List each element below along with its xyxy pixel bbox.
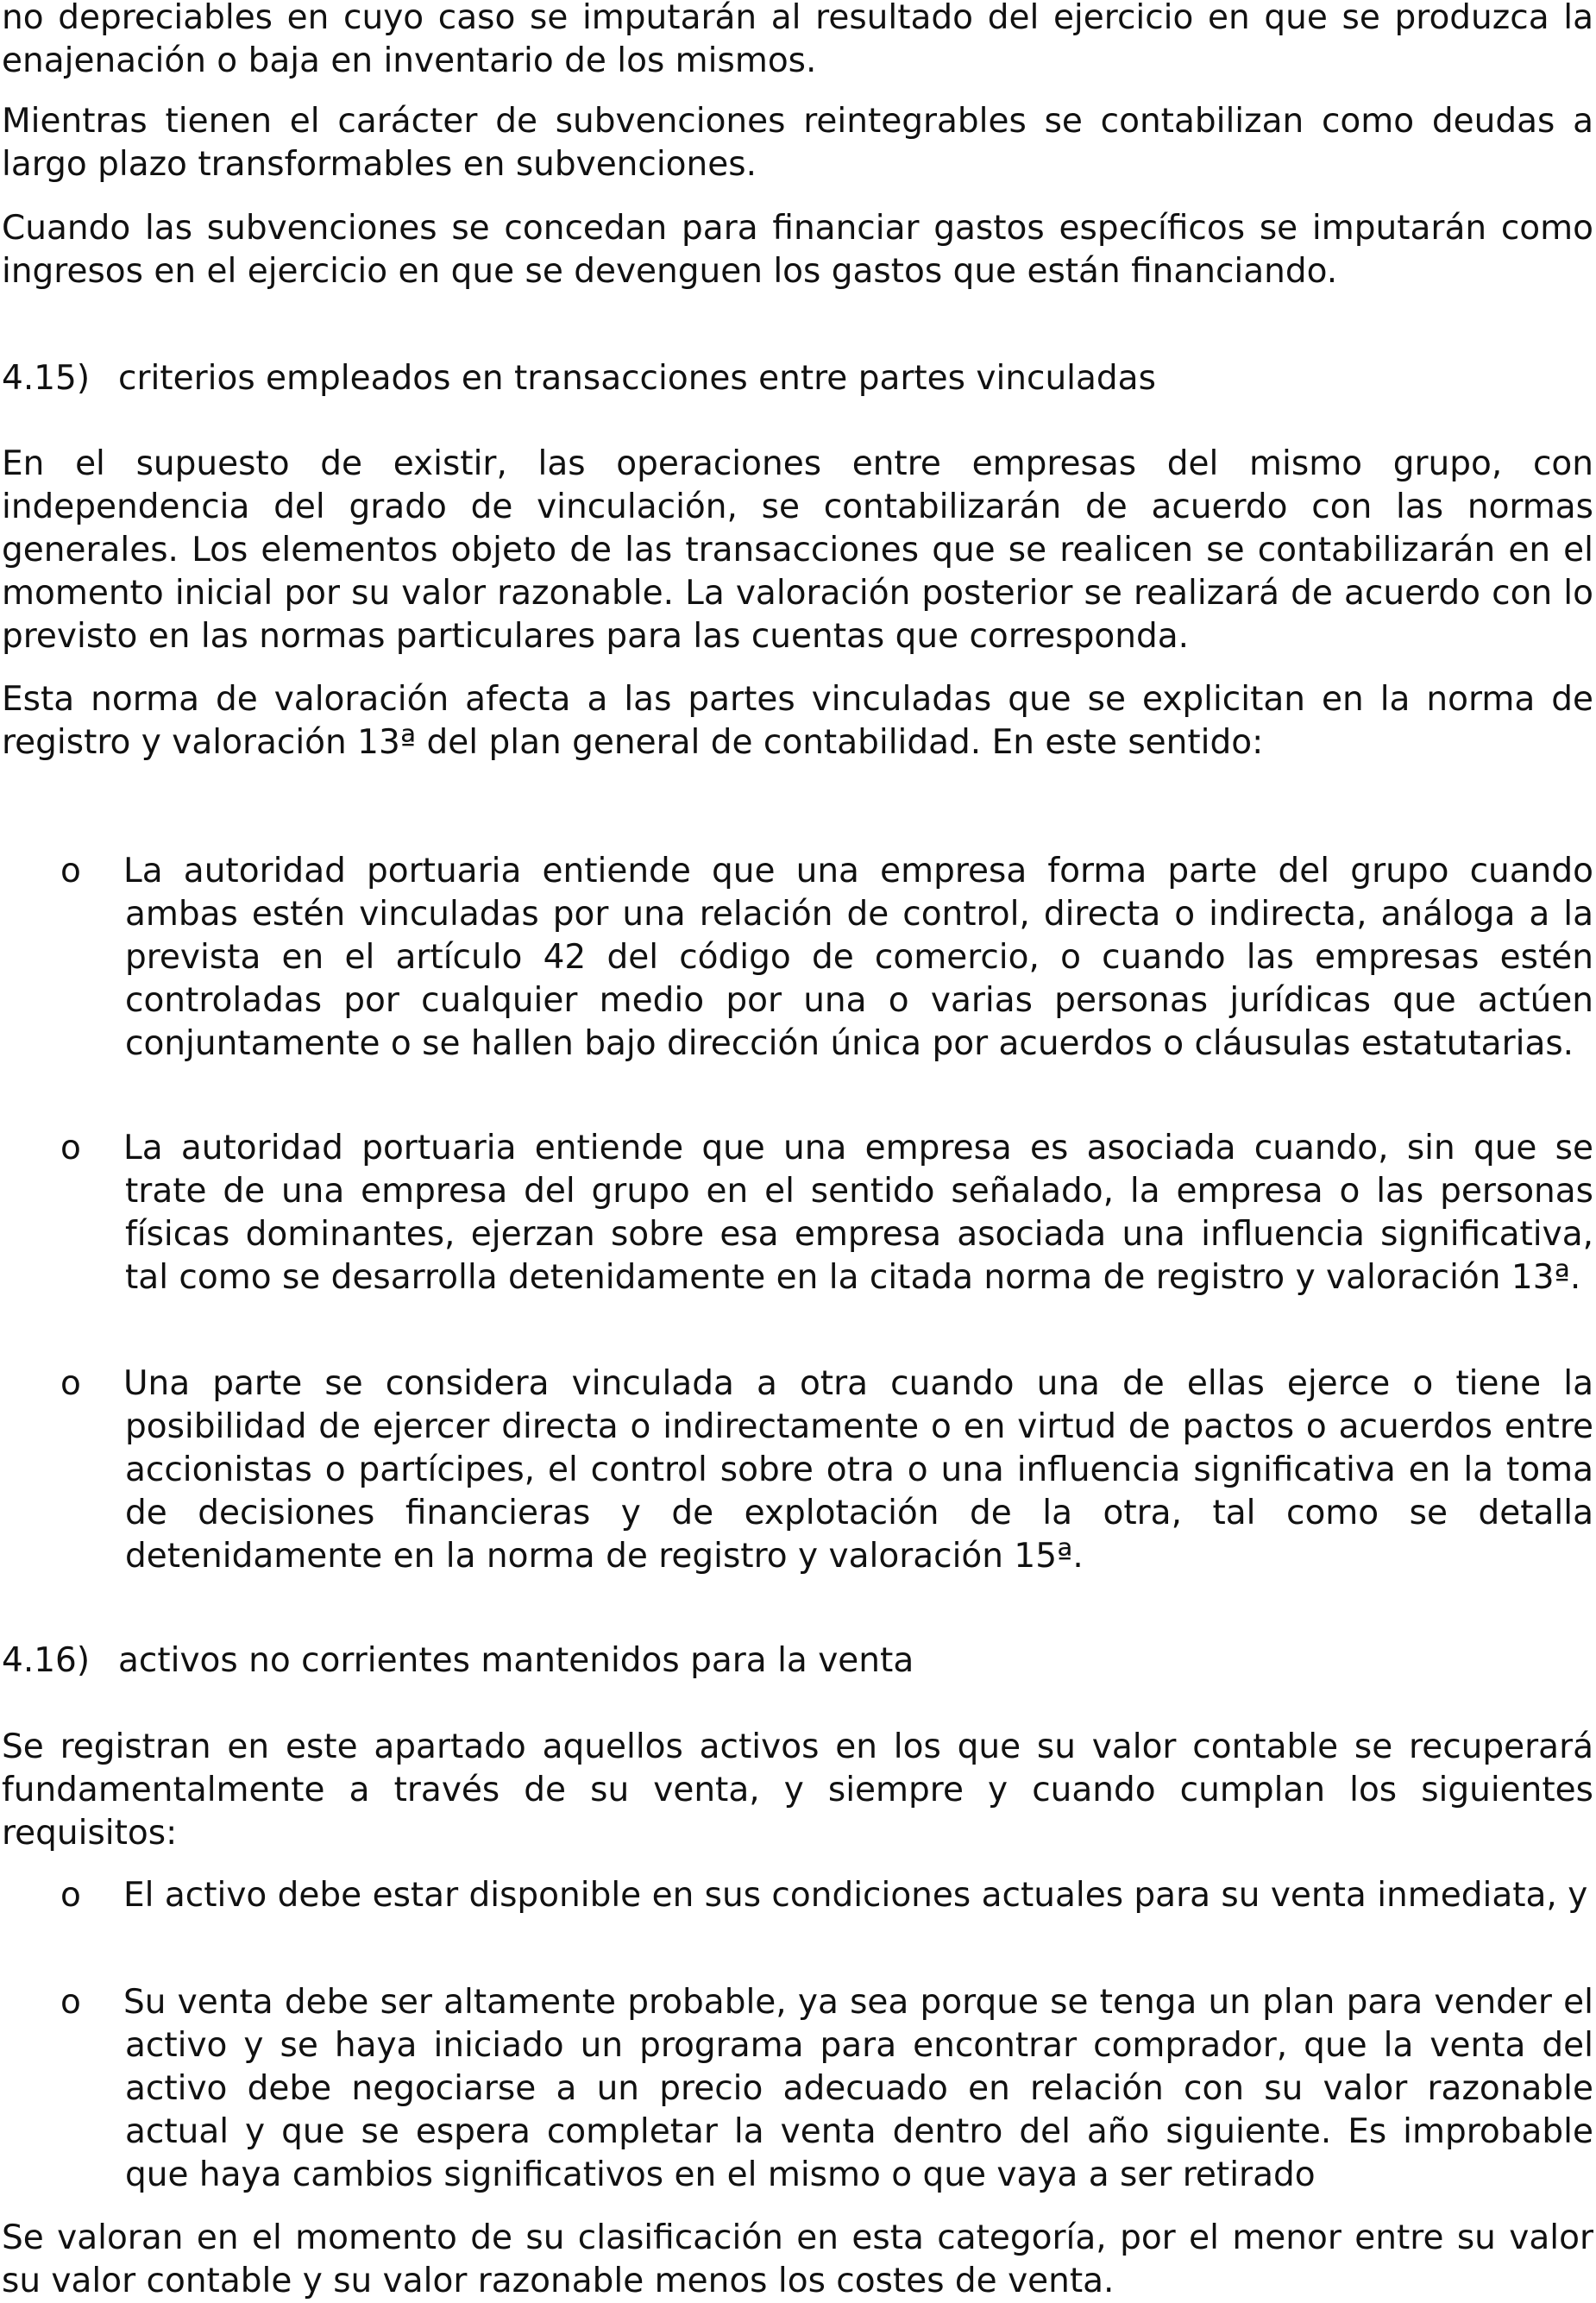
paragraph-held-for-sale-valuation: Se valoran en el momento de su clasificación en esta categoría, por el menor entre su valor su valor contable y su valor razonable menos los costes de venta. [2,2218,1593,2300]
paragraph-reimbursable-subsidies: Mientras tienen el carácter de subvenciones reintegrables se contabilizan como deudas a largo plazo transformables en subvenciones. [2,102,1593,184]
paragraph-held-for-sale-assets: Se registran en este apartado aquellos activos en los que su valor contable se recuperará fundamentalmente a través de su venta, y siempre y cuando cumplan los siguientes requisitos: [2,1727,1593,1853]
section-title: criterios empleados en transacciones entre partes vinculadas [118,359,1156,398]
list-item-text: Una parte se considera vinculada a otra cuando una de ellas ejerce o tiene la posibilidad de ejercer directa o indirectamente o en virtud de pactos o acuerdos entre accionistas o partícipes, el control sobre otra o una influencia significativa en la toma de decisiones financieras y de explotación de la otra, tal como se detalla detenidamente en la norma de registro y valoración 15ª. [123,1364,1593,1576]
list-item-text: Su venta debe ser altamente probable, ya sea porque se tenga un plan para vender el activo y se haya iniciado un programa para encontrar comprador, que la venta del activo debe negociarse a un precio adecuado en relación con su valor razonable actual y que se espera completar la venta dentro del año siguiente. Es improbable que haya cambios significativos en el mismo o que vaya a ser retirado [123,1983,1593,2194]
section-heading-4-15 [2,357,1156,400]
section-number: 4.16) [2,1641,91,1680]
bullet-marker: o [60,1364,81,1403]
paragraph-subsidies-disposal: no depreciables en cuyo caso se imputarán al resultado del ejercicio en que se produzca la enajenación o baja en inventario de los mismos. [2,0,1593,80]
list-item-text: El activo debe estar disponible en sus condiciones actuales para su venta inmediata, y [123,1876,1588,1915]
section-number: 4.15) [2,359,91,398]
paragraph-valuation-rule-13: Esta norma de valoración afecta a las partes vinculadas que se explicitan en la norma de registro y valoración 13ª del plan general de contabilidad. En este sentido: [2,680,1593,762]
bullet-marker: o [60,1129,81,1167]
bullet-marker: o [60,1876,81,1915]
section-title: activos no corrientes mantenidos para la venta [118,1641,914,1680]
list-item-text: La autoridad portuaria entiende que una empresa forma parte del grupo cuando ambas estén vinculadas por una relación de control, directa o indirecta, análoga a la prevista en el artículo 42 del código de comercio, o cuando las empresas estén controladas por cualquier medio por una o varias personas jurídicas que actúen conjuntamente o se hallen bajo dirección única por acuerdos o cláusulas estatutarias. [123,852,1593,1063]
bullet-marker: o [60,1983,81,2022]
bullet-marker: o [60,852,81,890]
paragraph-related-party-operations: En el supuesto de existir, las operaciones entre empresas del mismo grupo, con independencia del grado de vinculación, se contabilizarán de acuerdo con las normas generales. Los elementos objeto de las transacciones que se realicen se contabilizarán en el momento inicial por su valor razonable. La valoración posterior se realizará de acuerdo con lo previsto en las normas particulares para las cuentas que corresponda. [2,444,1593,656]
list-item-text: La autoridad portuaria entiende que una empresa es asociada cuando, sin que se trate de una empresa del grupo en el sentido señalado, la empresa o las personas físicas dominantes, ejerzan sobre esa empresa asociada una influencia significativa, tal como se desarrolla detenidamente en la citada norma de registro y valoración 13ª. [123,1129,1593,1297]
paragraph-specific-expenses: Cuando las subvenciones se concedan para financiar gastos específicos se imputarán como ingresos en el ejercicio en que se devenguen los gastos que están financiando. [2,209,1593,291]
section-heading-4-16 [2,1639,914,1683]
